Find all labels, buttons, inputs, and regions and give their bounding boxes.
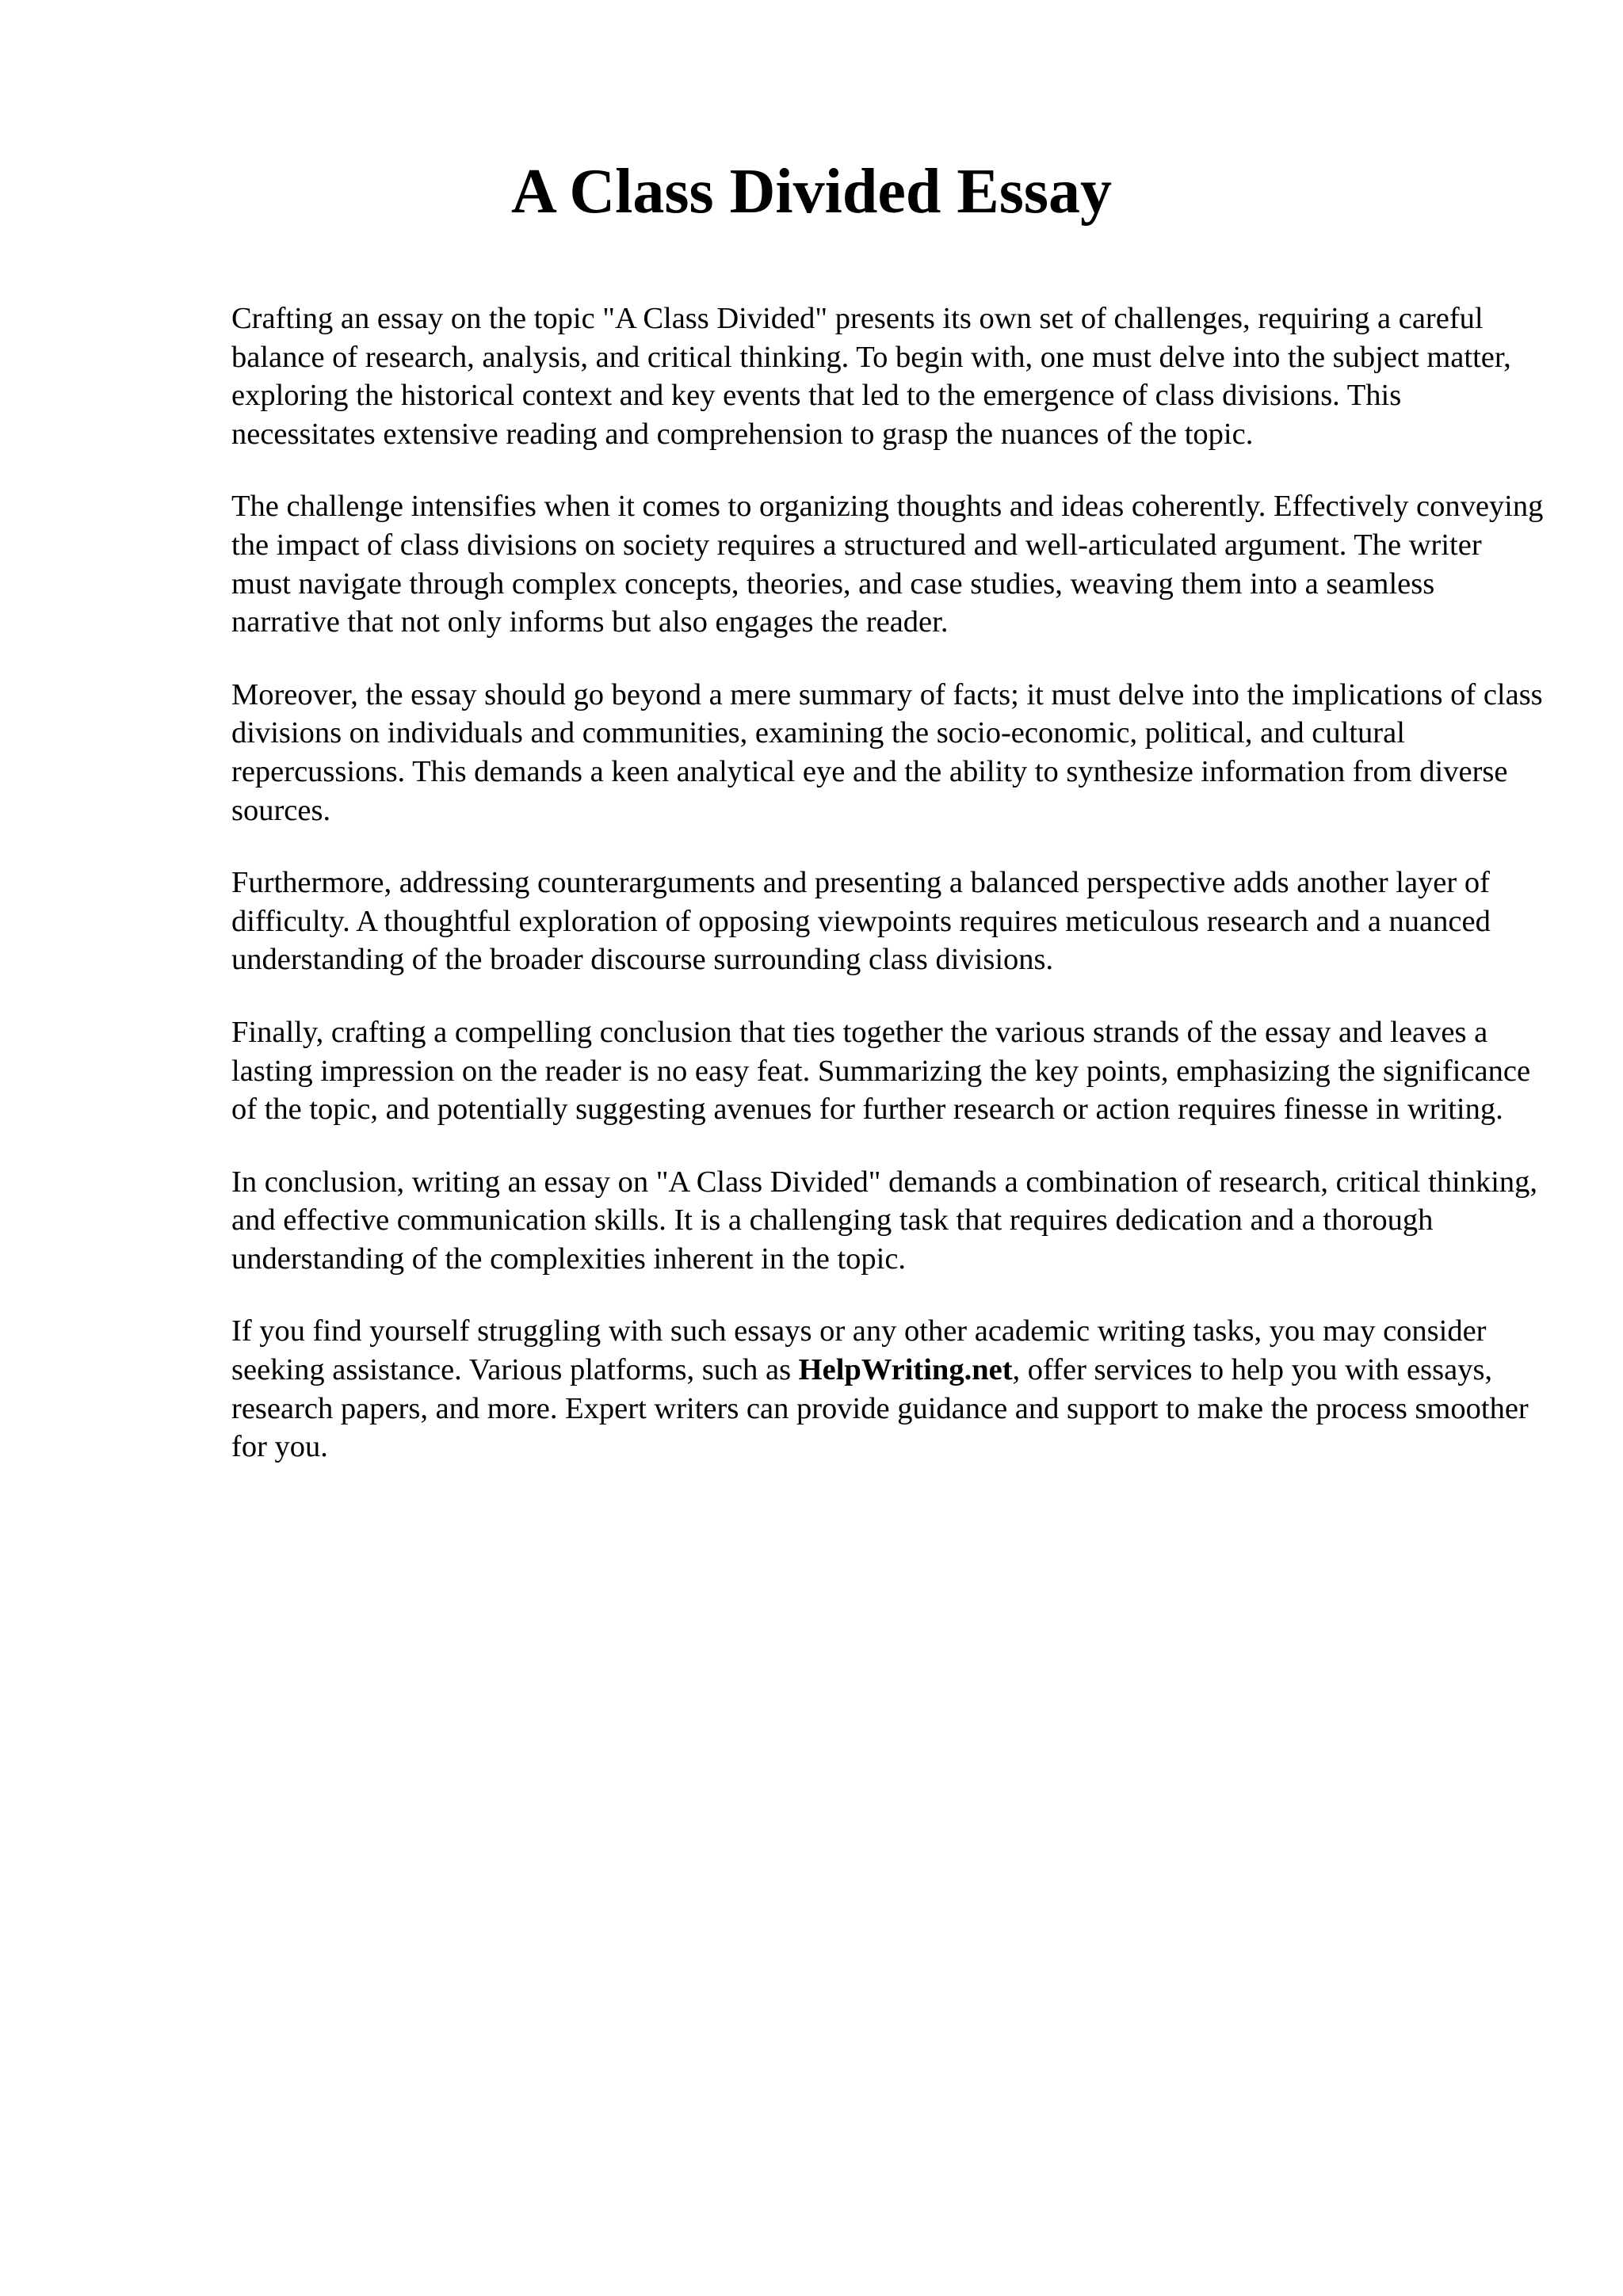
- brand-name: HelpWriting.net: [798, 1353, 1013, 1387]
- paragraph-7-text-before: If you find yourself struggling with such essays or any other academic writing tasks, you may consider seeking assistance. Various platforms, such as: [231, 1314, 1487, 1387]
- paragraph-7: [231, 1312, 1547, 1466]
- document-title: A Class Divided Essay: [511, 157, 1112, 227]
- paragraph-5: Finally, crafting a compelling conclusion that ties together the various strands of the essay and leaves a lasting impression on the reader is no easy feat. Summarizing the key points, emphasizing the significance of the topic, and potentially suggesting avenues for further research or action requires finesse in writing.: [231, 1015, 1531, 1127]
- document-body: [231, 299, 1547, 1501]
- paragraph-7-text-after: , offer services to help you with essays, research papers, and more. Expert writers can provide guidance and support to make the process smoother for you.: [231, 1353, 1529, 1464]
- paragraph-6: In conclusion, writing an essay on "A Class Divided" demands a combination of research, critical thinking, and effective communication skills. It is a challenging task that requires dedication and a thorough understanding of the complexities inherent in the topic.: [231, 1165, 1538, 1276]
- paragraph-4: Furthermore, addressing counterarguments and presenting a balanced perspective adds another layer of difficulty. A thoughtful exploration of opposing viewpoints requires meticulous research and a nuanced understanding of the broader discourse surrounding class divisions.: [231, 866, 1491, 977]
- paragraph-1: Crafting an essay on the topic "A Class Divided" presents its own set of challenges, requiring a careful balance of research, analysis, and critical thinking. To begin with, one must delve into the subject matter, exploring the historical context and key events that led to the emergence of class divisions. This necessitates extensive reading and comprehension to grasp the nuances of the topic.: [231, 302, 1511, 451]
- paragraph-2: The challenge intensifies when it comes to organizing thoughts and ideas coherently. Effectively conveying the impact of class divisions on society requires a structured and well-articulated argument. The writer must navigate through complex concepts, theories, and case studies, weaving them into a seamless narrative that not only informs but also engages the reader.: [231, 490, 1544, 639]
- paragraph-3: Moreover, the essay should go beyond a mere summary of facts; it must delve into the implications of class divisions on individuals and communities, examining the socio-economic, political, and cultural repercussions. This demands a keen analytical eye and the ability to synthesize information from diverse sources.: [231, 677, 1543, 827]
